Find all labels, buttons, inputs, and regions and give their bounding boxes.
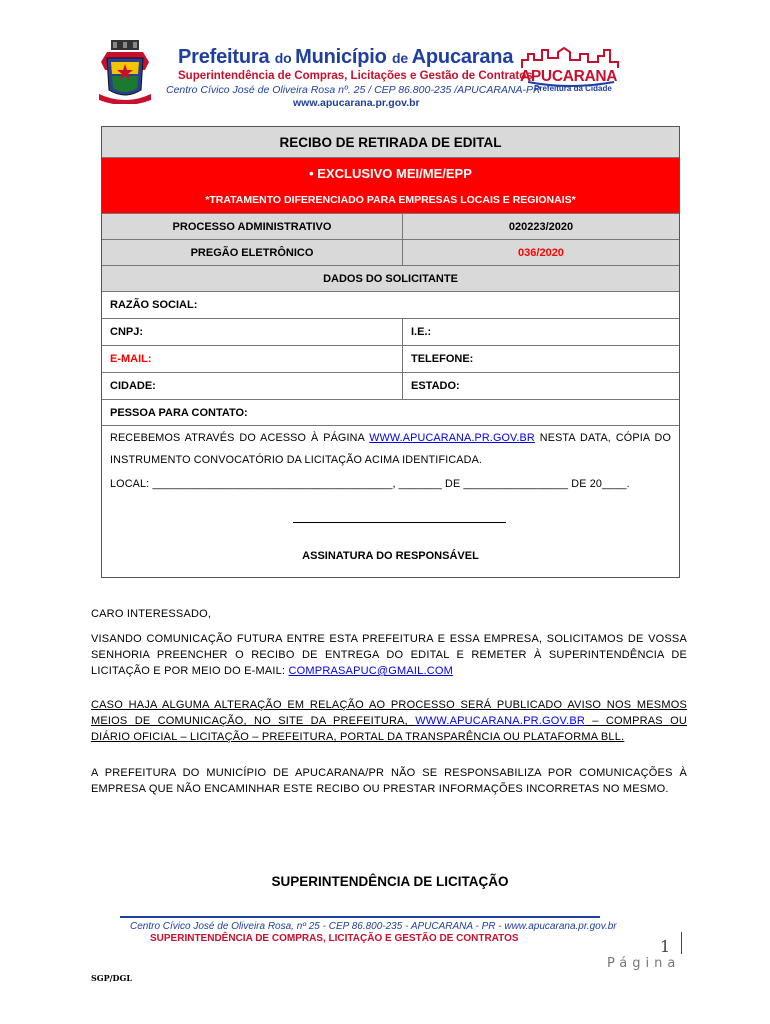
cidade-field[interactable]: CIDADE: [102,373,403,399]
process-value: 020223/2020 [508,220,574,233]
contato-field[interactable]: PESSOA PARA CONTATO: [110,406,248,419]
auction-row [102,239,679,265]
footer-address: Centro Cívico José de Oliveira Rosa, nº 25 - CEP 86.800-235 - APUCARANA - PR - www.apucarana.pr.gov.br [130,921,617,932]
ie-field[interactable]: I.E.: [411,326,432,338]
paragraph-changes: CASO HAJA ALGUMA ALTERAÇÃO EM RELAÇÃO AO PROCESSO SERÁ PUBLICADO AVISO NOS MESMOS MEIOS DE COMUNICAÇÃO, NO SITE DA PREFEITURA, WWW.APUCARANA.PR.GOV.BR – COMPRAS OU DIÁRIO OFICIAL – LICITAÇÃO – PREFEITURA, PORTAL DA TRANSPARÊNCIA OU PLATAFORMA BLL. [91,699,687,743]
cnpj-row [102,318,679,345]
email-link[interactable]: COMPRASAPUC@GMAIL.COM [288,665,454,677]
brand-name: APUCARANA [520,68,618,85]
page-number-bar [681,932,682,954]
razao-social-field[interactable]: RAZÃO SOCIAL: [110,299,198,311]
form-title: RECIBO DE RETIRADA DE EDITAL [279,134,502,150]
page-header [0,0,770,118]
contato-row [102,399,679,425]
page-word: Página [607,956,681,971]
brand-tagline: Prefeitura da Cidade [534,84,612,93]
header-address: Centro Cívico José de Oliveira Rosa nº. 25 / CEP 86.800-235 /APUCARANA-PR [166,84,541,96]
requester-header: DADOS DO SOLICITANTE [323,272,458,285]
footer-organization: SUPERINTENDÊNCIA DE COMPRAS, LICITAÇÃO E GESTÃO DE CONTRATOS [150,933,519,944]
receipt-form [101,126,680,578]
treatment-label: *TRATAMENTO DIFERENCIADO PARA EMPRESAS LOCAIS E REGIONAIS* [205,194,576,206]
estado-field[interactable]: ESTADO: [411,380,460,392]
prefeitura-site-link[interactable]: WWW.APUCARANA.PR.GOV.BR [415,715,586,727]
telefone-field[interactable]: TELEFONE: [411,353,474,365]
requester-header-row [102,265,679,291]
email-row [102,345,679,372]
form-title-row [102,127,679,157]
auction-label: PREGÃO ELETRÔNICO [102,240,403,265]
header-subtitle: Superintendência de Compras, Licitações e Gestão de Contratos [178,70,533,82]
signature-line [293,522,506,523]
website-link[interactable]: WWW.APUCARANA.PR.GOV.BR [369,432,535,444]
email-field[interactable]: E-MAIL: [102,346,403,372]
coat-of-arms-icon [97,40,153,104]
header-website: www.apucarana.pr.gov.br [293,97,420,109]
auction-value: 036/2020 [518,246,564,259]
header-title: Prefeitura do Município de Apucarana [178,46,514,68]
local-date-line[interactable]: LOCAL: _______________________________________, _______ DE _________________ DE 20____. [110,478,630,490]
process-row [102,213,679,239]
receipt-declaration [102,425,679,577]
exclusive-banner [102,157,679,213]
exclusive-label: • EXCLUSIVO MEI/ME/EPP [309,165,472,181]
signatory-title: SUPERINTENDÊNCIA DE LICITAÇÃO [271,874,509,889]
declaration-text: RECEBEMOS ATRAVÉS DO ACESSO À PÁGINA WWW.APUCARANA.PR.GOV.BR NESTA DATA, CÓPIA DO INSTRUMENTO CONVOCATÓRIO DA LICITAÇÃO ACIMA IDENTIFICADA. LOCAL: _______________________________________, _______ DE _________________ DE 20____. [102,426,679,495]
paragraph-disclaimer: A PREFEITURA DO MUNICÍPIO DE APUCARANA/PR NÃO SE RESPONSABILIZA POR COMUNICAÇÕES À EMPRESA QUE NÃO ENCAMINHAR ESTE RECIBO OU PRESTAR INFORMAÇÕES INCORRETAS NO MESMO. [91,767,687,795]
page-number: 1 [660,937,671,956]
greeting: CARO INTERESSADO, [91,608,212,620]
cnpj-field[interactable]: CNPJ: [102,319,403,345]
document-code: SGP/DGL [91,973,132,983]
signature-label: ASSINATURA DO RESPONSÁVEL [302,550,479,562]
process-label: PROCESSO ADMINISTRATIVO [102,214,403,239]
cidade-row [102,372,679,399]
footer-divider [120,916,600,918]
razao-social-row [102,291,679,318]
paragraph-instructions: VISANDO COMUNICAÇÃO FUTURA ENTRE ESTA PREFEITURA E ESSA EMPRESA, SOLICITAMOS DE VOSSA SENHORIA PREENCHER O RECIBO DE ENTREGA DO EDITAL E REMETER À SUPERINTENDÊNCIA DE LICITAÇÃO E POR MEIO DO E-MAIL: COMPRASAPUC@GMAIL.COM [91,633,687,677]
